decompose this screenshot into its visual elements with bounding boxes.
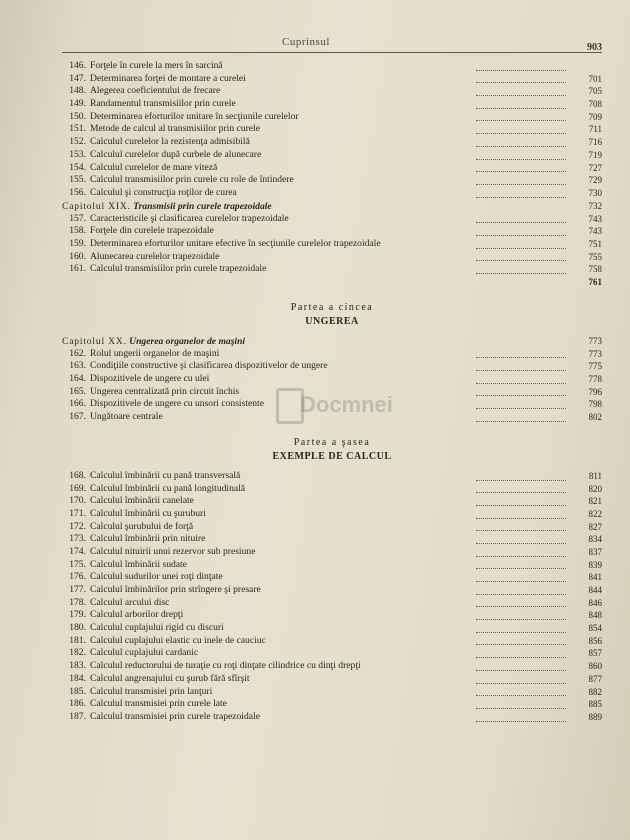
- entry-page: 811: [588, 470, 602, 481]
- entry-number: 176.: [69, 571, 86, 583]
- toc-entry: [62, 123, 602, 136]
- entry-page: 773: [588, 348, 602, 359]
- entry-page: 841: [588, 572, 602, 583]
- toc-entry: [62, 584, 602, 597]
- leader-dots: [476, 107, 566, 109]
- entry-number: 152.: [69, 136, 86, 148]
- leader-dots: [476, 707, 566, 709]
- entry-number: 170.: [69, 495, 86, 507]
- entry-label: Calculul transmisiei prin curele late: [90, 698, 227, 710]
- entry-page: 848: [588, 610, 602, 621]
- toc-entry: [62, 386, 602, 399]
- toc-entry: [62, 85, 602, 98]
- entry-label: Calculul curelelor la rezistenţa admisibilă: [90, 136, 250, 148]
- toc-entry: [62, 111, 602, 124]
- entry-label: Dispozitivele de ungere cu unsori consistente: [90, 398, 264, 410]
- entry-number: 171.: [69, 507, 86, 519]
- header-title: Cuprinsul: [282, 36, 330, 48]
- leader-dots: [476, 119, 566, 121]
- toc-entry: [62, 213, 602, 226]
- entry-label: Calculul cuplajului elastic cu inele de cauciuc: [90, 634, 266, 646]
- entry-page: 778: [588, 374, 602, 385]
- entry-page: 751: [588, 238, 602, 249]
- chapter-page: 732: [588, 200, 602, 211]
- part-subtitle-6: EXEMPLE DE CALCUL: [272, 450, 392, 462]
- leader-dots: [476, 669, 566, 671]
- entry-label: Calculul curelelor de mare viteză: [90, 161, 218, 173]
- entry-number: 162.: [69, 347, 86, 359]
- entry-page: 821: [588, 496, 602, 507]
- header-page-number: 903: [587, 42, 602, 53]
- leader-dots: [476, 369, 566, 371]
- leader-dots: [476, 394, 566, 396]
- entry-number: 175.: [69, 558, 86, 570]
- leader-dots: [476, 593, 566, 595]
- entry-label: Calculul cuplajului rigid cu discuri: [90, 622, 224, 634]
- leader-dots: [476, 158, 566, 160]
- entry-label: Forţele în curele la mers în sarcină: [90, 60, 223, 71]
- leader-dots: [476, 81, 566, 83]
- chapter-page: 773: [588, 335, 602, 346]
- entry-number: 159.: [69, 237, 86, 249]
- toc-entry: [62, 98, 602, 111]
- entry-number: 157.: [69, 212, 86, 224]
- entry-label: Calculul îmbinării cu şuruburi: [90, 507, 206, 519]
- toc-entry: [62, 238, 602, 251]
- toc-entry: [62, 470, 602, 483]
- leader-dots: [476, 183, 566, 185]
- entry-page: 716: [588, 137, 602, 148]
- entry-page: 854: [588, 623, 602, 634]
- chapter-heading-19: [62, 200, 602, 213]
- entry-number: 173.: [69, 533, 86, 545]
- toc-entry: [62, 225, 602, 238]
- leader-dots: [476, 605, 566, 607]
- entry-number: 172.: [69, 520, 86, 532]
- entry-page: 775: [588, 361, 602, 372]
- toc-entry: [62, 609, 602, 622]
- entry-label: Calculul curelelor după curbele de alunecare: [90, 148, 262, 160]
- toc-section-3: [62, 348, 602, 424]
- entry-label: Alunecarea curelelor trapezoidale: [90, 250, 220, 262]
- entry-number: 181.: [69, 634, 86, 646]
- entry-label: Calculul şi construcţia roţilor de curea: [90, 186, 237, 198]
- leader-dots: [476, 94, 566, 96]
- entry-label: Calculul transmisiilor prin curele cu role de întindere: [90, 174, 294, 186]
- entry-page: 730: [588, 187, 602, 198]
- entry-label: Determinarea forţei de montare a curelei: [90, 72, 246, 84]
- entry-page: 837: [588, 546, 602, 557]
- toc-entry: [62, 508, 602, 521]
- entry-number: 167.: [69, 411, 86, 423]
- entry-number: 183.: [69, 660, 86, 672]
- leader-dots: [476, 504, 566, 506]
- entry-label: Calculul îmbinării cu pană transversală: [90, 469, 241, 481]
- entry-number: 161.: [69, 263, 86, 275]
- toc-entry: [62, 546, 602, 559]
- entry-number: 178.: [69, 596, 86, 608]
- leader-dots: [476, 382, 566, 384]
- leader-dots: [476, 407, 566, 409]
- entry-label: Alegerea coeficientului de frecare: [90, 85, 221, 97]
- toc-entry: [62, 162, 602, 175]
- part-subtitle-5: UNGEREA: [305, 315, 359, 327]
- entry-label: Calculul îmbinării cu pană longitudinală: [90, 482, 246, 494]
- toc-entry: [62, 521, 602, 534]
- leader-dots: [476, 234, 566, 236]
- entry-number: 164.: [69, 373, 86, 385]
- part-title-5: Partea a cincea: [290, 301, 374, 313]
- leader-dots: [476, 631, 566, 633]
- entry-label: Metode de calcul al transmisiilor prin curele: [90, 123, 260, 135]
- toc-entry: [62, 60, 602, 73]
- toc-entry: [62, 276, 602, 289]
- entry-number: 169.: [69, 482, 86, 494]
- entry-number: 149.: [69, 98, 86, 110]
- entry-page: 796: [588, 386, 602, 397]
- page-header: [62, 38, 602, 53]
- entry-label: Condiţiile constructive şi clasificarea dispozitivelor de ungere: [90, 360, 328, 372]
- toc-entry: [62, 647, 602, 660]
- part-title-6: Partea a şasea: [293, 436, 371, 448]
- entry-page: 839: [588, 559, 602, 570]
- leader-dots: [476, 420, 566, 422]
- toc-entry: [62, 660, 602, 673]
- toc-entry: [62, 360, 602, 373]
- chapter-number: Capitolul XIX.: [62, 200, 131, 212]
- entry-page: 857: [588, 648, 602, 659]
- entry-label: Calculul reductorului de turaţie cu roţi dinţate cilindrice cu dinţi drepţi: [90, 660, 361, 672]
- entry-label: Calculul şurubului de forţă: [90, 520, 194, 532]
- entry-number: 187.: [69, 710, 86, 722]
- entry-number: 168.: [69, 469, 86, 481]
- entry-page: 802: [588, 412, 602, 423]
- entry-number: 158.: [69, 225, 86, 237]
- entry-page: 834: [588, 534, 602, 545]
- entry-number: 154.: [69, 161, 86, 173]
- leader-dots: [476, 618, 566, 620]
- leader-dots: [476, 694, 566, 696]
- toc-entry: [62, 398, 602, 411]
- entry-page: 798: [588, 399, 602, 410]
- entry-label: Caracteristicile şi clasificarea curelelor trapezoidale: [90, 212, 289, 224]
- toc-entry: [62, 263, 602, 276]
- chapter-number: Capitolul XX.: [62, 335, 127, 347]
- entry-number: 153.: [69, 148, 86, 160]
- toc-section-4: [62, 470, 602, 724]
- entry-label: Calculul îmbinării canelate: [90, 495, 194, 507]
- entry-page: 820: [588, 483, 602, 494]
- entry-page: 827: [588, 521, 602, 532]
- leader-dots: [476, 643, 566, 645]
- entry-label: Calculul îmbinării prin nituire: [90, 533, 206, 545]
- leader-dots: [476, 196, 566, 198]
- entry-page: 846: [588, 597, 602, 608]
- toc-entry: [62, 673, 602, 686]
- entry-label: Ungătoare centrale: [90, 411, 163, 423]
- entry-label: Randamentul transmisiilor prin curele: [90, 98, 236, 110]
- entry-page: 743: [588, 213, 602, 224]
- toc-entry: [62, 187, 602, 200]
- entry-page: 709: [588, 111, 602, 122]
- entry-label: Dispozitivele de ungere cu ulei: [90, 373, 210, 385]
- toc-entry: [62, 495, 602, 508]
- entry-number: 185.: [69, 685, 86, 697]
- toc-entry: [62, 174, 602, 187]
- entry-label: Ungerea centralizată prin circuit închis: [90, 385, 240, 397]
- entry-number: 147.: [69, 72, 86, 84]
- entry-number: 163.: [69, 360, 86, 372]
- toc-entry: [62, 251, 602, 264]
- leader-dots: [476, 542, 566, 544]
- leader-dots: [476, 491, 566, 493]
- leader-dots: [476, 170, 566, 172]
- entry-number: 156.: [69, 186, 86, 198]
- toc-section-1: [62, 60, 602, 200]
- entry-page: 701: [588, 73, 602, 84]
- toc-entry: [62, 373, 602, 386]
- entry-page: 729: [588, 175, 602, 186]
- entry-label: Calculul cuplajului cardanic: [90, 647, 199, 659]
- toc-entry: [62, 711, 602, 724]
- toc-section-2: [62, 213, 602, 289]
- leader-dots: [476, 555, 566, 557]
- entry-number: 160.: [69, 250, 86, 262]
- leader-dots: [476, 145, 566, 147]
- entry-page: 758: [588, 264, 602, 275]
- entry-page: 856: [588, 635, 602, 646]
- entry-number: 180.: [69, 622, 86, 634]
- entry-page: 719: [588, 149, 602, 160]
- entry-page: 705: [588, 86, 602, 97]
- leader-dots: [476, 529, 566, 531]
- table-of-contents: [62, 60, 602, 724]
- leader-dots: [476, 567, 566, 569]
- leader-dots: [476, 356, 566, 358]
- entry-number: 166.: [69, 398, 86, 410]
- entry-number: 184.: [69, 672, 86, 684]
- entry-page: 860: [588, 661, 602, 672]
- toc-entry: [62, 149, 602, 162]
- leader-dots: [476, 580, 566, 582]
- entry-label: Calculul angrenajului cu şurub fără sfîrşit: [90, 672, 250, 684]
- leader-dots: [476, 272, 566, 274]
- entry-label: Calculul transmisiei prin lanţuri: [90, 685, 213, 697]
- chapter-title: Transmisii prin curele trapezoidale: [133, 200, 272, 212]
- toc-entry: [62, 73, 602, 86]
- toc-entry: [62, 483, 602, 496]
- toc-entry: [62, 411, 602, 424]
- leader-dots: [476, 221, 566, 223]
- entry-label: Calculul sudurilor unei roţi dinţate: [90, 571, 223, 583]
- entry-page: 882: [588, 686, 602, 697]
- entry-label: Determinarea eforturilor unitare în secţiunile curelelor: [90, 110, 299, 122]
- entry-label: Calculul transmisiei prin curele trapezoidale: [90, 710, 260, 722]
- toc-entry: [62, 348, 602, 361]
- watermark: Docmnei: [300, 392, 393, 417]
- toc-entry: [62, 597, 602, 610]
- entry-page: 885: [588, 699, 602, 710]
- chapter-title: Ungerea organelor de maşini: [129, 335, 246, 347]
- entry-page: 711: [588, 124, 602, 135]
- entry-number: 148.: [69, 85, 86, 97]
- entry-page: 727: [588, 162, 602, 173]
- toc-entry: [62, 571, 602, 584]
- leader-dots: [476, 247, 566, 249]
- entry-label: Calculul nituirii unui rezervor sub presiune: [90, 545, 256, 557]
- chapter-heading-20: [62, 335, 602, 348]
- entry-number: 182.: [69, 647, 86, 659]
- entry-page: 889: [588, 711, 602, 722]
- toc-entry: [62, 559, 602, 572]
- entry-label: Calculul arborilor drepţi: [90, 609, 184, 621]
- leader-dots: [476, 479, 566, 481]
- entry-label: Calculul transmisiilor prin curele trapezoidale: [90, 263, 267, 275]
- entry-label: Calculul îmbinărilor prin strîngere şi presare: [90, 584, 261, 595]
- entry-page: 743: [588, 226, 602, 237]
- leader-dots: [476, 517, 566, 519]
- toc-entry: [62, 686, 602, 699]
- entry-page: 844: [588, 585, 602, 595]
- entry-label: Rolul ungerii organelor de maşini: [90, 347, 220, 359]
- entry-page: 761: [588, 277, 602, 287]
- entry-page: 708: [588, 99, 602, 110]
- entry-number: 150.: [69, 110, 86, 122]
- leader-dots: [476, 720, 566, 722]
- entry-number: 186.: [69, 698, 86, 710]
- entry-number: 151.: [69, 123, 86, 135]
- entry-number: 155.: [69, 174, 86, 186]
- entry-label: Determinarea eforturilor unitare efective în secţiunile curelelor trapezoidale: [90, 237, 381, 249]
- leader-dots: [476, 682, 566, 684]
- entry-page: 822: [588, 508, 602, 519]
- toc-entry: [62, 635, 602, 648]
- toc-entry: [62, 533, 602, 546]
- leader-dots: [476, 132, 566, 134]
- entry-page: 877: [588, 673, 602, 684]
- leader-dots: [476, 69, 566, 71]
- entry-number: 146.: [69, 60, 86, 71]
- entry-page: 755: [588, 251, 602, 262]
- toc-entry: [62, 136, 602, 149]
- entry-number: 179.: [69, 609, 86, 621]
- leader-dots: [476, 656, 566, 658]
- leader-dots: [476, 259, 566, 261]
- entry-number: 165.: [69, 385, 86, 397]
- entry-number: 174.: [69, 545, 86, 557]
- entry-label: Calculul arcului disc: [90, 596, 170, 608]
- entry-label: Calculul îmbinării sudate: [90, 558, 187, 570]
- entry-number: 177.: [69, 584, 86, 595]
- toc-entry: [62, 698, 602, 711]
- entry-label: Forţele din curelele trapezoidale: [90, 225, 214, 237]
- toc-entry: [62, 622, 602, 635]
